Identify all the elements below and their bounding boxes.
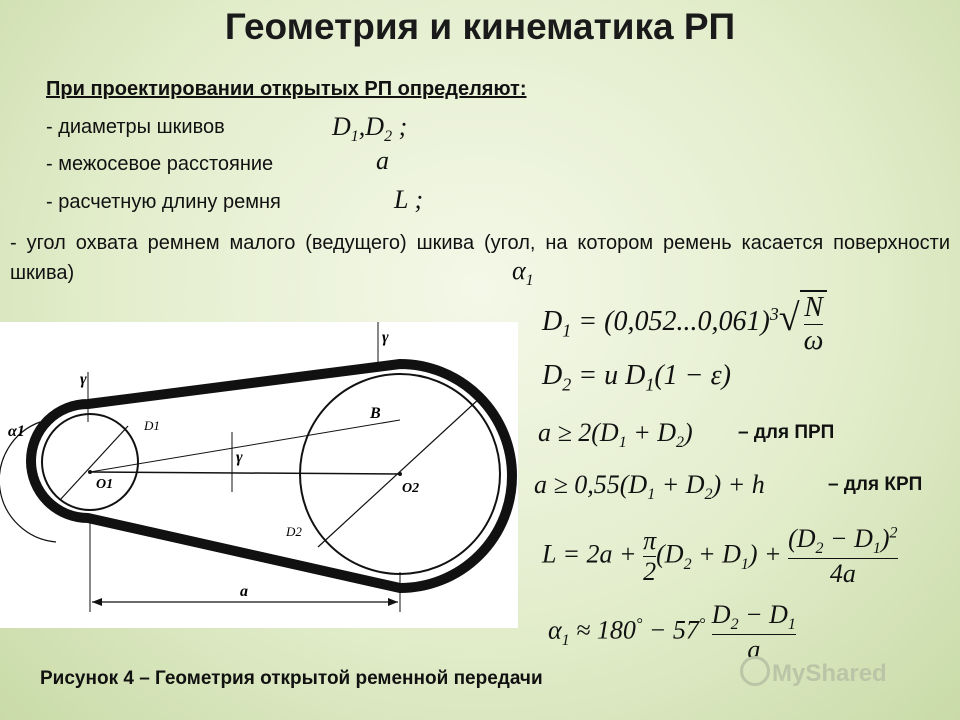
label-gamma-1: γ — [80, 371, 87, 388]
formula-a-krp: $a \ge 0,55(D_1 + D_2) + h$ — [534, 470, 765, 504]
belt-drive-figure — [0, 322, 518, 628]
note-krp: – для КРП — [828, 474, 923, 495]
item-belt-length-symbol: L ; — [394, 185, 424, 214]
formula-a-prp: $a \ge 2(D_1 + D_2)$ — [538, 418, 693, 452]
item-diameters: - диаметры шкивов — [46, 116, 225, 138]
label-alpha1: α1 — [8, 423, 25, 440]
formula-d2: $D_2 = u$ $D_1(1 - \varepsilon)$ — [542, 360, 731, 395]
item-center-distance-symbol: a — [376, 146, 389, 175]
belt — [31, 364, 512, 588]
subheading: При проектировании открытых РП определяют: — [46, 78, 527, 100]
watermark: MyShared — [772, 660, 887, 687]
formula-angle: $\alpha_1 \approx 180^\circ - 57^\circ$ $\frac{D_2 - D_1}{a}$ — [548, 600, 796, 665]
item-center-distance: - межосевое расстояние — [46, 153, 274, 175]
watermark-logo-icon — [740, 656, 770, 686]
note-prp: – для ПРП — [738, 422, 835, 443]
label-o1: O1 — [96, 477, 114, 492]
figure-caption: Рисунок 4 – Геометрия открытой ременной передачи — [40, 668, 543, 689]
label-a: a — [240, 583, 248, 600]
formula-length: L = 2a + $\frac{\pi}{2}$ $(D_2 + D_1)$ + $\frac{(D_2 - D_1)^2}{4a}$ — [542, 524, 898, 589]
item-wrap-angle: - угол охвата ремнем малого (ведущего) шкива (угол, на котором ремень касается поверхности шкива) — [10, 232, 950, 284]
formula-d1: $D_1 = (0,052...0,061)^3√$ $\frac{N}{\omega}$ — [542, 290, 827, 357]
page-title: Геометрия и кинематика РП — [224, 6, 736, 47]
label-d1: D1 — [144, 418, 160, 433]
item-diameters-symbol: $D_1,D_2$ ; — [332, 112, 408, 146]
belt-drive-diagram — [0, 322, 518, 628]
item-wrap-angle-symbol: $\alpha_1$ — [512, 256, 534, 290]
label-d2: D2 — [286, 524, 302, 539]
label-beta: B — [370, 405, 381, 422]
label-gamma-2: γ — [236, 449, 243, 466]
item-belt-length: - расчетную длину ремня — [46, 191, 281, 213]
small-pulley — [42, 414, 138, 510]
label-o2: O2 — [402, 481, 420, 496]
label-gamma-3: γ — [382, 329, 389, 346]
